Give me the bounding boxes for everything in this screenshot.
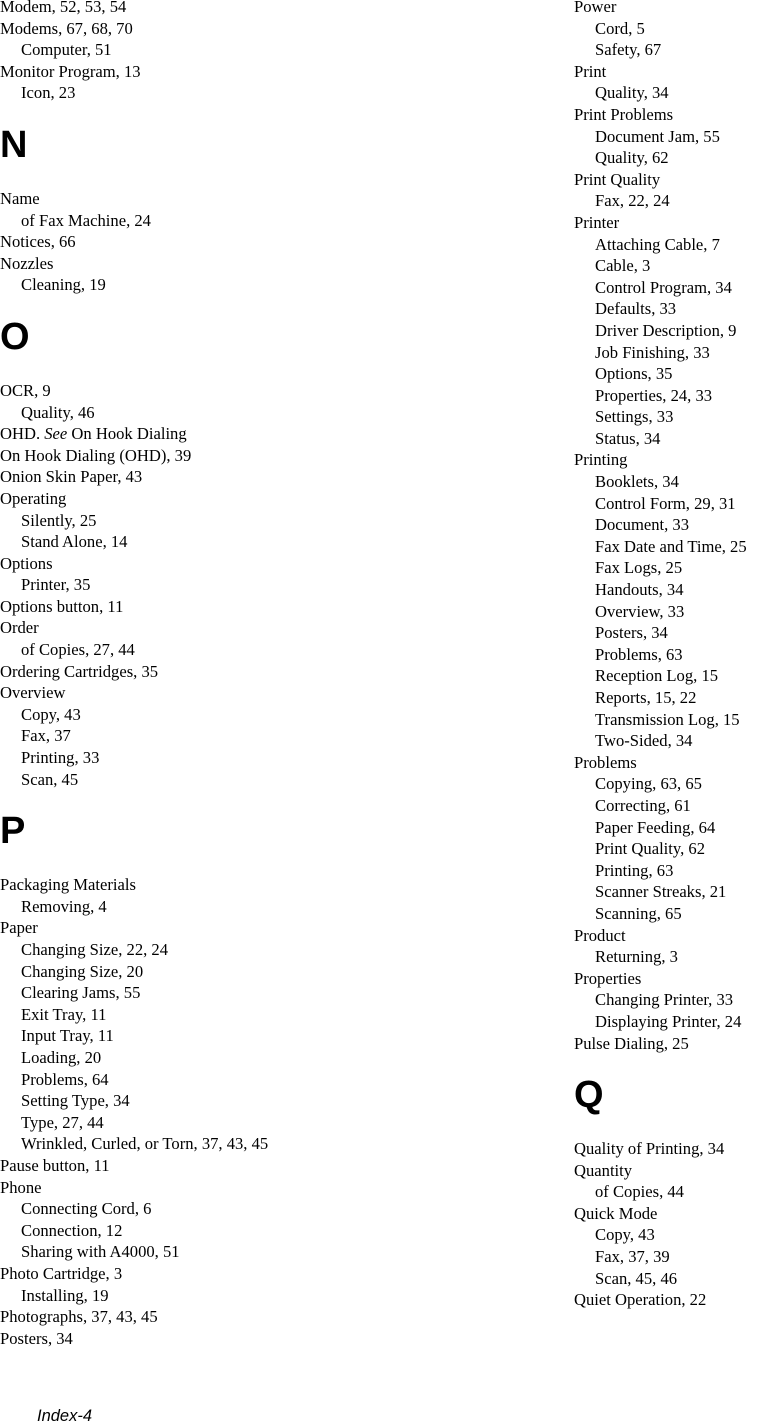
index-entry: Operating xyxy=(0,488,67,508)
index-entry: Phone xyxy=(0,1177,42,1197)
index-subentry: Changing Size, 22, 24 xyxy=(21,940,169,959)
index-entry: Quick Mode xyxy=(574,1203,658,1223)
index-entry: Photo Cartridge, 3 xyxy=(0,1263,123,1283)
index-subentry: Handouts, 34 xyxy=(595,580,684,600)
index-entry: Notices, 66 xyxy=(0,232,76,252)
index-subentry: Reception Log, 15 xyxy=(595,666,719,686)
index-subentry: Installing, 19 xyxy=(21,1285,109,1305)
index-subentry: Settings, 33 xyxy=(595,407,674,427)
index-entry: Overview xyxy=(0,683,66,703)
index-subentry: Print Quality, 62 xyxy=(595,839,706,859)
index-subentry: Two-Sided, 34 xyxy=(595,731,693,751)
index-entry: Quality of Printing, 34 xyxy=(574,1139,725,1159)
index-subentry: Booklets, 34 xyxy=(595,472,679,492)
index-subentry: Defaults, 33 xyxy=(595,299,677,319)
index-subentry: Cord, 5 xyxy=(595,18,645,38)
index-subentry: Posters, 34 xyxy=(595,623,668,643)
index-subentry: Printing, 63 xyxy=(595,860,674,880)
index-entry xyxy=(0,423,330,445)
see-reference: See xyxy=(44,424,68,444)
index-entry: Ordering Cartridges, 35 xyxy=(0,661,159,681)
index-subentry: Paper Feeding, 64 xyxy=(595,817,716,837)
index-subentry: Transmission Log, 15 xyxy=(595,709,740,729)
index-subentry: Clearing Jams, 55 xyxy=(21,983,141,1003)
index-entry: Nozzles xyxy=(0,253,54,273)
index-entry: Packaging Materials xyxy=(0,875,136,895)
index-subentry: Document Jam, 55 xyxy=(595,126,720,146)
index-entry: Monitor Program, 13 xyxy=(0,61,141,81)
index-subentry: Status, 34 xyxy=(595,428,661,448)
index-subentry: Computer, 51 xyxy=(21,40,112,60)
index-subentry: Sharing with A4000, 51 xyxy=(21,1242,180,1262)
index-entry: Printing xyxy=(574,450,628,470)
index-subentry: Overview, 33 xyxy=(595,601,685,621)
index-subentry: Stand Alone, 14 xyxy=(21,532,128,552)
section-letter-heading: O xyxy=(0,315,30,358)
index-subentry: Type, 27, 44 xyxy=(21,1112,104,1132)
index-column-right xyxy=(574,0,766,1311)
index-subentry: Fax, 22, 24 xyxy=(595,191,670,211)
index-subentry: Correcting, 61 xyxy=(595,795,691,815)
index-subentry: Quality, 46 xyxy=(21,402,95,422)
index-entry: On Hook Dialing (OHD), 39 xyxy=(0,445,192,465)
index-entry: Options xyxy=(0,553,53,573)
index-subentry: Scan, 45 xyxy=(21,769,79,789)
index-entry: Print Quality xyxy=(574,169,661,189)
index-subentry: Fax, 37 xyxy=(21,726,71,746)
index-subentry: Changing Size, 20 xyxy=(21,961,144,981)
index-entry: Power xyxy=(574,0,617,16)
section-letter-heading: P xyxy=(0,810,26,853)
index-subentry: Problems, 63 xyxy=(595,644,683,664)
index-entry: Problems xyxy=(574,752,637,772)
index-subentry: Attaching Cable, 7 xyxy=(595,234,720,254)
see-target: On Hook Dialing xyxy=(67,424,187,444)
index-subentry: of Fax Machine, 24 xyxy=(21,210,151,230)
index-entry: Quiet Operation, 22 xyxy=(574,1290,707,1310)
index-subentry: Wrinkled, Curled, or Torn, 37, 43, 45 xyxy=(21,1134,269,1154)
index-entry: Modem, 52, 53, 54 xyxy=(0,0,127,16)
index-entry: Print Problems xyxy=(574,104,674,124)
index-subentry: Exit Tray, 11 xyxy=(21,1004,107,1024)
index-entry: Name xyxy=(0,188,40,208)
index-subentry: Silently, 25 xyxy=(21,510,97,530)
index-entry: Pause button, 11 xyxy=(0,1155,110,1175)
index-subentry: Cable, 3 xyxy=(595,256,651,276)
index-subentry: Loading, 20 xyxy=(21,1047,102,1067)
index-entry: Options button, 11 xyxy=(0,596,124,616)
index-subentry: Safety, 67 xyxy=(595,40,662,60)
index-subentry: Control Form, 29, 31 xyxy=(595,493,736,513)
index-entry: OCR, 9 xyxy=(0,380,51,400)
index-entry: Quantity xyxy=(574,1160,633,1180)
index-subentry: Copy, 43 xyxy=(595,1225,655,1245)
index-subentry: Returning, 3 xyxy=(595,947,678,967)
index-subentry: Icon, 23 xyxy=(21,83,76,103)
index-subentry: Fax, 37, 39 xyxy=(595,1247,670,1267)
index-subentry: Setting Type, 34 xyxy=(21,1091,130,1111)
index-subentry: Document, 33 xyxy=(595,515,690,535)
index-subentry: Printing, 33 xyxy=(21,748,100,768)
index-subentry: Scan, 45, 46 xyxy=(595,1268,678,1288)
index-entry: Modems, 67, 68, 70 xyxy=(0,18,133,38)
index-entry: Pulse Dialing, 25 xyxy=(574,1033,689,1053)
index-subentry: Problems, 64 xyxy=(21,1069,109,1089)
index-subentry: Input Tray, 11 xyxy=(21,1026,114,1046)
index-subentry: Fax Date and Time, 25 xyxy=(595,536,747,556)
index-subentry: of Copies, 44 xyxy=(595,1182,684,1202)
section-letter-heading: Q xyxy=(574,1074,604,1117)
index-subentry: Changing Printer, 33 xyxy=(595,990,734,1010)
index-subentry: Removing, 4 xyxy=(21,896,107,916)
index-subentry: Cleaning, 19 xyxy=(21,275,106,295)
index-entry: Properties xyxy=(574,968,642,988)
index-subentry: Quality, 34 xyxy=(595,83,669,103)
index-entry: Printer xyxy=(574,212,620,232)
index-subentry: Displaying Printer, 24 xyxy=(595,1011,742,1031)
index-subentry: Properties, 24, 33 xyxy=(595,385,713,405)
index-subentry: Control Program, 34 xyxy=(595,277,732,297)
index-subentry: Quality, 62 xyxy=(595,148,669,168)
section-letter-heading: N xyxy=(0,123,28,166)
index-entry: Onion Skin Paper, 43 xyxy=(0,467,143,487)
index-subentry: Connection, 12 xyxy=(21,1220,123,1240)
index-subentry: Connecting Cord, 6 xyxy=(21,1199,152,1219)
index-entry: Posters, 34 xyxy=(0,1328,73,1348)
index-entry: Product xyxy=(574,925,626,945)
index-subentry: of Copies, 27, 44 xyxy=(21,640,135,660)
index-subentry: Driver Description, 9 xyxy=(595,320,737,340)
index-column-left xyxy=(0,0,330,1349)
index-subentry: Scanning, 65 xyxy=(595,903,682,923)
index-entry-text: OHD. xyxy=(0,424,45,444)
index-subentry: Options, 35 xyxy=(595,364,673,384)
index-entry: Order xyxy=(0,618,39,638)
index-subentry: Copying, 63, 65 xyxy=(595,774,702,794)
index-subentry: Fax Logs, 25 xyxy=(595,558,683,578)
index-subentry: Reports, 15, 22 xyxy=(595,688,697,707)
index-entry: Print xyxy=(574,61,607,81)
index-subentry: Printer, 35 xyxy=(21,575,91,595)
index-subentry: Copy, 43 xyxy=(21,704,81,724)
index-entry: Paper xyxy=(0,918,38,938)
index-subentry: Job Finishing, 33 xyxy=(595,342,710,362)
page-footer-label: Index-4 xyxy=(37,1407,93,1425)
index-subentry: Scanner Streaks, 21 xyxy=(595,882,727,902)
index-entry: Photographs, 37, 43, 45 xyxy=(0,1307,158,1327)
